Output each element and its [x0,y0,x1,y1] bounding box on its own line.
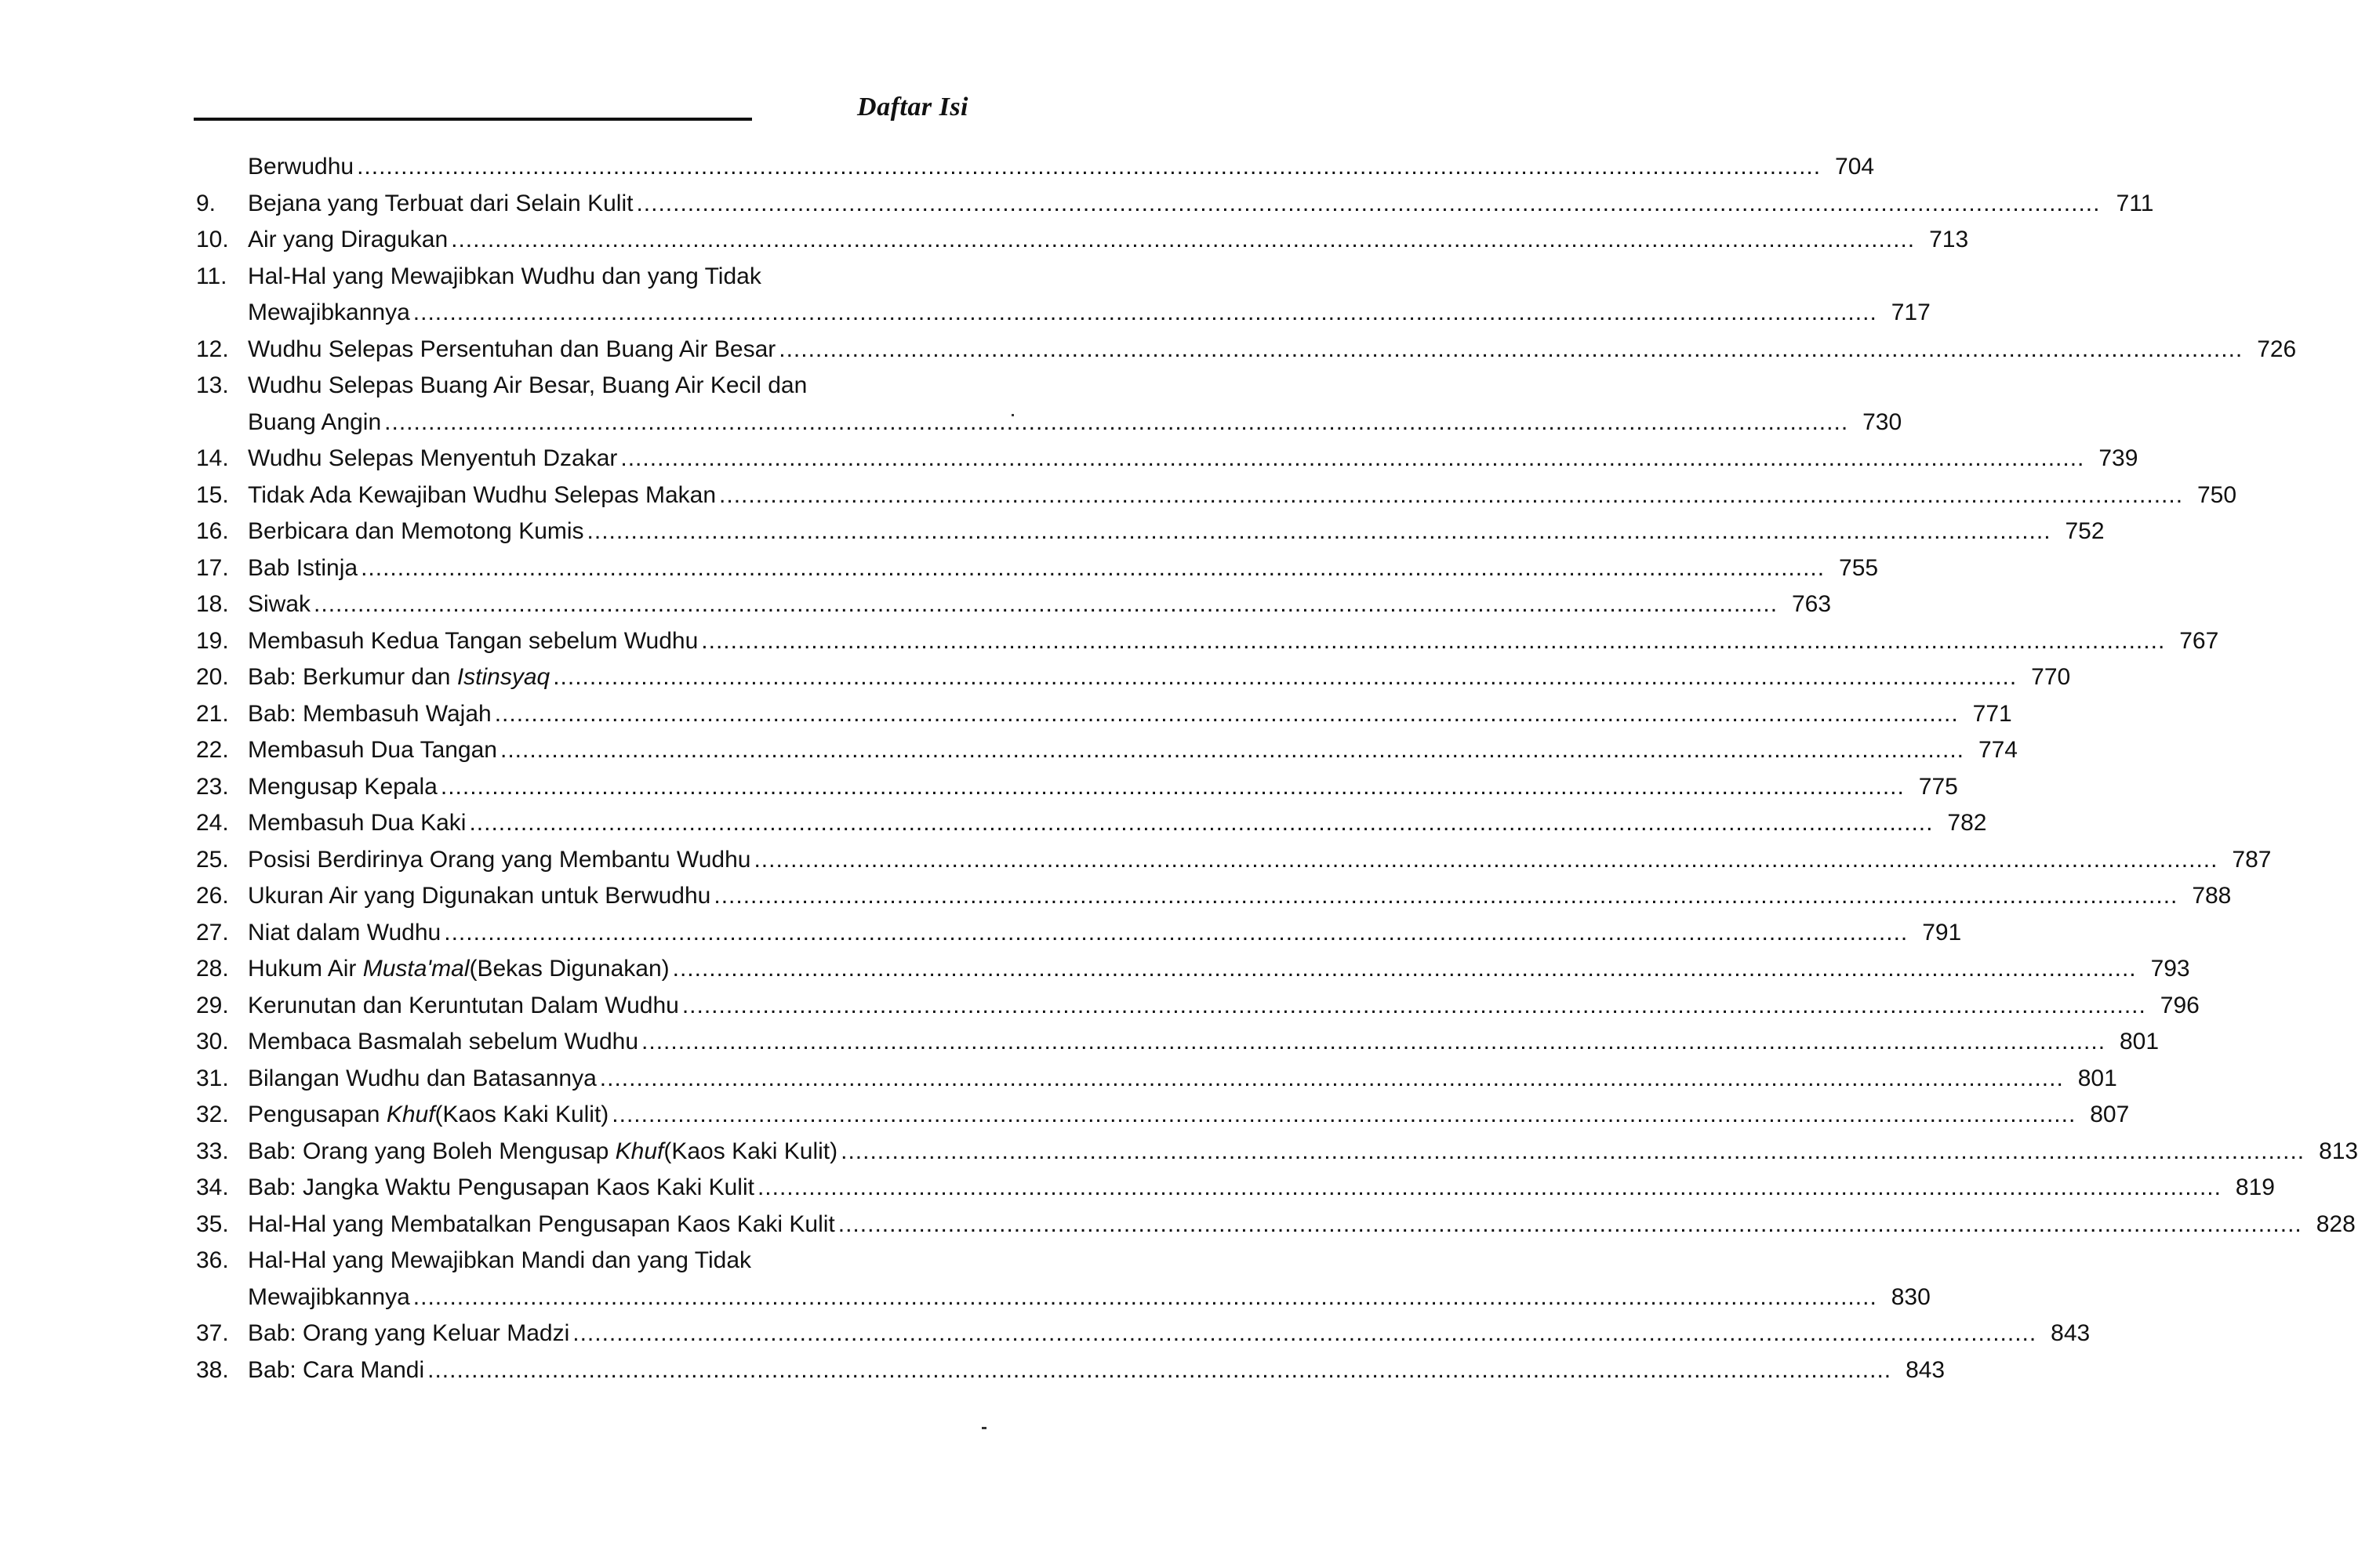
dot-leader [612,1097,2076,1134]
toc-entry [196,1024,2160,1061]
toc-entry-page-number: 801 [2077,1065,2117,1091]
toc-entry-title-text: Siwak [248,591,311,617]
toc-entry-title [248,769,438,806]
dot-leader [572,1316,2036,1352]
toc-entry-title-text: Buang Angin [248,408,382,435]
toc-entry [196,368,980,405]
toc-entry-number: 14. [196,445,229,471]
toc-entry [196,514,2105,550]
toc-entry-title-text: Wudhu Selepas Menyentuh Dzakar [248,445,618,471]
toc-entry-title [248,842,750,879]
toc-entry-number: 27. [196,919,229,946]
toc-entry-title-text: Posisi Berdirinya Orang yang Membantu Wudhu [248,846,751,873]
toc-entry-number: 20. [196,664,229,690]
toc-entry-title-text: Membaca Basmalah sebelum Wudhu [248,1029,639,1054]
toc-entry [196,1316,2091,1352]
toc-entry-page-number: 755 [1839,554,1879,581]
toc-entry-title [248,805,466,842]
toc-entry-title [248,659,550,696]
toc-entry-title [248,951,670,988]
toc-entry-title [248,1024,638,1061]
dot-leader [714,878,2178,915]
toc-entry [196,149,1875,186]
dot-leader [701,623,2165,660]
toc-entry-title-italic: Musta'mal [362,956,470,982]
toc-entry-page-number: 843 [1906,1356,1946,1383]
toc-entry-title-text: Hal-Hal yang Mewajibkan Mandi dan yang Tidak [248,1247,752,1273]
toc-entry [196,1352,1946,1389]
dot-leader [838,1207,2302,1243]
toc-entry [196,842,2272,879]
toc-entry-title [248,477,716,514]
toc-entry-number: 24. [196,810,229,836]
toc-entry [196,878,2232,915]
dot-leader [441,769,1905,806]
toc-entry-title-text: Niat dalam Wudhu [248,919,441,946]
toc-entry-title [248,732,497,769]
toc-entry-title [248,1316,569,1352]
toc-entry-page-number: 739 [2098,445,2138,471]
dot-leader [314,586,1778,623]
toc-entry-number: 28. [196,956,229,982]
toc-entry-title [248,915,441,952]
toc-entry-title-text: Bab: Cara Mandi [248,1356,425,1383]
toc-entry-title-text: Membasuh Dua Tangan [248,737,497,763]
dot-leader [553,659,2017,696]
toc-entry [196,1207,2356,1243]
toc-entry-number: 10. [196,227,229,252]
toc-entry-number: 17. [196,554,229,581]
dot-leader [451,222,1915,259]
dot-leader [682,988,2146,1025]
toc-entry-title-after: (Kaos Kaki Kulit) [434,1102,609,1127]
toc-entry-number: 31. [196,1065,229,1091]
table-of-contents [196,149,2358,1388]
toc-entry-page-number: 704 [1835,154,1875,180]
toc-entry-number: 19. [196,627,229,654]
toc-entry-page-number: 750 [2196,481,2237,508]
dot-leader [754,842,2218,879]
dot-leader [427,1352,1891,1389]
toc-entry-title [248,222,448,259]
toc-entry-title-text: Bab: Membasuh Wajah [248,700,492,727]
dot-leader [469,805,1933,842]
toc-entry [196,988,2200,1025]
toc-entry-number: 13. [196,372,229,398]
dot-leader [641,1024,2105,1061]
toc-entry-title [248,696,492,733]
toc-entry [196,1134,2358,1171]
toc-entry-title [248,1061,597,1098]
toc-entry-title-text: Bilangan Wudhu dan Batasannya [248,1065,597,1091]
dot-leader [495,696,1959,733]
toc-entry-title [248,878,710,915]
toc-entry-number: 15. [196,481,229,508]
toc-entry-page-number: 713 [1929,227,1969,252]
toc-entry-page-number: 782 [1947,810,1987,836]
toc-entry-title [248,332,776,368]
toc-entry-title-text: Berbicara dan Memotong Kumis [248,518,584,544]
toc-entry [196,186,2154,223]
toc-entry-title-text: Hal-Hal yang Membatalkan Pengusapan Kaos Kaki Kulit [248,1210,835,1237]
toc-entry-title-text: Wudhu Selepas Buang Air Besar, Buang Air Kecil dan [248,372,808,398]
toc-entry-page-number: 830 [1891,1283,1931,1310]
toc-entry [196,1061,2117,1098]
toc-entry-page-number: 819 [2235,1174,2275,1200]
toc-entry-title [248,186,633,223]
toc-entry [196,332,2297,368]
toc-entry-title-italic: Istinsyaq [456,664,550,690]
toc-entry [196,696,2012,733]
dot-leader [500,732,1964,769]
toc-entry-title-text: Bab Istinja [248,554,358,581]
toc-entry-title [248,405,381,441]
toc-entry-page-number: 717 [1891,299,1931,325]
toc-entry-title-italic: Khuf [615,1138,664,1164]
dot-leader [587,514,2051,550]
toc-entry-title-text: Wudhu Selepas Persentuhan dan Buang Air Besar [248,336,776,362]
toc-entry [196,915,1962,952]
dot-leader [636,186,2100,223]
toc-entry-number: 12. [196,336,229,362]
toc-entry [196,441,2138,477]
toc-entry-number: 35. [196,1210,229,1237]
toc-entry-number: 37. [196,1320,229,1346]
scan-speck [1012,414,1014,416]
toc-entry-title-text: Bab: Jangka Waktu Pengusapan Kaos Kaki Kulit [248,1174,754,1200]
toc-entry-page-number: 767 [2179,627,2219,654]
toc-entry-title [248,368,980,405]
toc-entry [196,1097,2130,1134]
toc-entry-number: 23. [196,773,229,800]
toc-entry [196,1170,2275,1207]
dot-leader [841,1134,2305,1171]
toc-entry-title [248,1352,424,1389]
toc-entry-title-text: Hal-Hal yang Mewajibkan Wudhu dan yang Tidak [248,263,761,289]
toc-entry-number: 30. [196,1029,229,1054]
scan-speck [982,1427,986,1429]
toc-entry-number: 9. [196,190,216,216]
toc-entry-title-text: Tidak Ada Kewajiban Wudhu Selepas Makan [248,481,717,508]
toc-entry-number: 34. [196,1174,229,1200]
toc-entry-page-number: 843 [2051,1320,2091,1346]
toc-entry-number: 38. [196,1356,229,1383]
toc-entry-title-text: Kerunutan dan Keruntutan Dalam Wudhu [248,992,679,1018]
toc-entry [196,295,1931,332]
toc-entry [196,805,1987,842]
toc-entry-title [248,295,410,332]
toc-entry-title-after: (Bekas Digunakan) [469,956,670,982]
toc-entry-number: 11. [196,263,227,289]
toc-entry-title [248,1134,837,1171]
toc-entry-page-number: 788 [2192,883,2232,909]
toc-entry [196,732,2018,769]
toc-entry-title-text: Pengusapan [248,1102,387,1127]
toc-entry-page-number: 828 [2316,1210,2356,1237]
toc-entry-title-text: Bab: Berkumur dan [248,664,457,690]
dot-leader [600,1061,2064,1098]
toc-entry [196,769,1958,806]
toc-entry-title [248,550,358,587]
dot-leader [758,1170,2222,1207]
toc-entry-title [248,1207,835,1243]
toc-entry-title-text: Bejana yang Terbuat dari Selain Kulit [248,190,634,216]
toc-entry-title [248,1097,609,1134]
toc-entry [196,477,2237,514]
toc-entry-page-number: 796 [2160,992,2200,1018]
running-head: Daftar Isi [857,93,968,122]
toc-entry-number: 22. [196,737,229,763]
toc-entry-title [248,1170,754,1207]
toc-entry-page-number: 770 [2031,664,2071,690]
toc-entry-page-number: 774 [1978,737,2018,763]
toc-entry-title [248,1243,980,1279]
toc-entry-title [248,988,679,1025]
toc-entry-page-number: 813 [2319,1138,2358,1164]
dot-leader [444,915,1908,952]
dot-leader [673,951,2137,988]
dot-leader [719,477,2183,514]
header-rule [194,118,752,121]
toc-entry-title-after: (Kaos Kaki Kulit) [663,1138,838,1164]
toc-entry-page-number: 730 [1862,408,1902,435]
toc-entry-number: 25. [196,846,229,873]
dot-leader [384,405,1848,441]
toc-entry-title [248,441,617,477]
toc-entry [196,405,1902,441]
toc-entry-page-number: 763 [1791,591,1832,617]
toc-entry-page-number: 787 [2232,846,2272,873]
toc-entry [196,1243,980,1279]
toc-entry [196,1279,1931,1316]
toc-entry-title [248,514,584,550]
toc-entry [196,659,2071,696]
toc-entry-page-number: 752 [2065,518,2105,544]
toc-entry-title-text: Membasuh Kedua Tangan sebelum Wudhu [248,627,699,654]
toc-entry-page-number: 791 [1922,919,1962,946]
toc-entry-title-text: Hukum Air [248,956,363,982]
toc-entry-number: 32. [196,1102,229,1127]
toc-entry-title-italic: Khuf [386,1102,435,1127]
toc-entry-title-text: Bab: Orang yang Boleh Mengusap [248,1138,616,1164]
dot-leader [413,1279,1877,1316]
dot-leader [413,295,1877,332]
toc-entry [196,259,980,296]
toc-entry-title-text: Berwudhu [248,154,354,180]
toc-entry-title-text: Membasuh Dua Kaki [248,810,467,836]
dot-leader [779,332,2243,368]
toc-entry-title [248,1279,410,1316]
toc-entry-page-number: 807 [2090,1102,2130,1127]
toc-entry-page-number: 711 [2116,190,2154,216]
toc-entry [196,951,2190,988]
dot-leader [620,441,2084,477]
toc-entry-number: 18. [196,591,229,617]
toc-entry-number: 29. [196,992,229,1018]
dot-leader [361,550,1825,587]
toc-entry-title-text: Mengusap Kepala [248,773,438,800]
toc-entry-page-number: 793 [2150,956,2190,982]
toc-entry-page-number: 771 [1972,700,2012,727]
toc-entry-title [248,623,698,660]
toc-entry-title-text: Ukuran Air yang Digunakan untuk Berwudhu [248,883,711,909]
toc-entry-title-text: Air yang Diragukan [248,227,449,252]
toc-entry-title [248,586,311,623]
toc-entry-title [248,259,980,296]
toc-entry-number: 36. [196,1247,229,1273]
toc-entry [196,623,2219,660]
toc-entry-title-text: Mewajibkannya [248,299,410,325]
toc-entry-number: 33. [196,1138,229,1164]
dot-leader [357,149,1821,186]
toc-entry-title-text: Mewajibkannya [248,1283,410,1310]
toc-entry-page-number: 726 [2257,336,2297,362]
toc-entry-page-number: 801 [2119,1029,2160,1054]
toc-entry-title-text: Bab: Orang yang Keluar Madzi [248,1320,570,1346]
toc-entry [196,550,1879,587]
toc-entry-number: 21. [196,700,229,727]
toc-entry-page-number: 775 [1918,773,1958,800]
toc-entry-title [248,149,354,186]
toc-entry [196,586,1832,623]
toc-entry [196,222,1969,259]
toc-entry-number: 16. [196,518,229,544]
toc-entry-number: 26. [196,883,229,909]
